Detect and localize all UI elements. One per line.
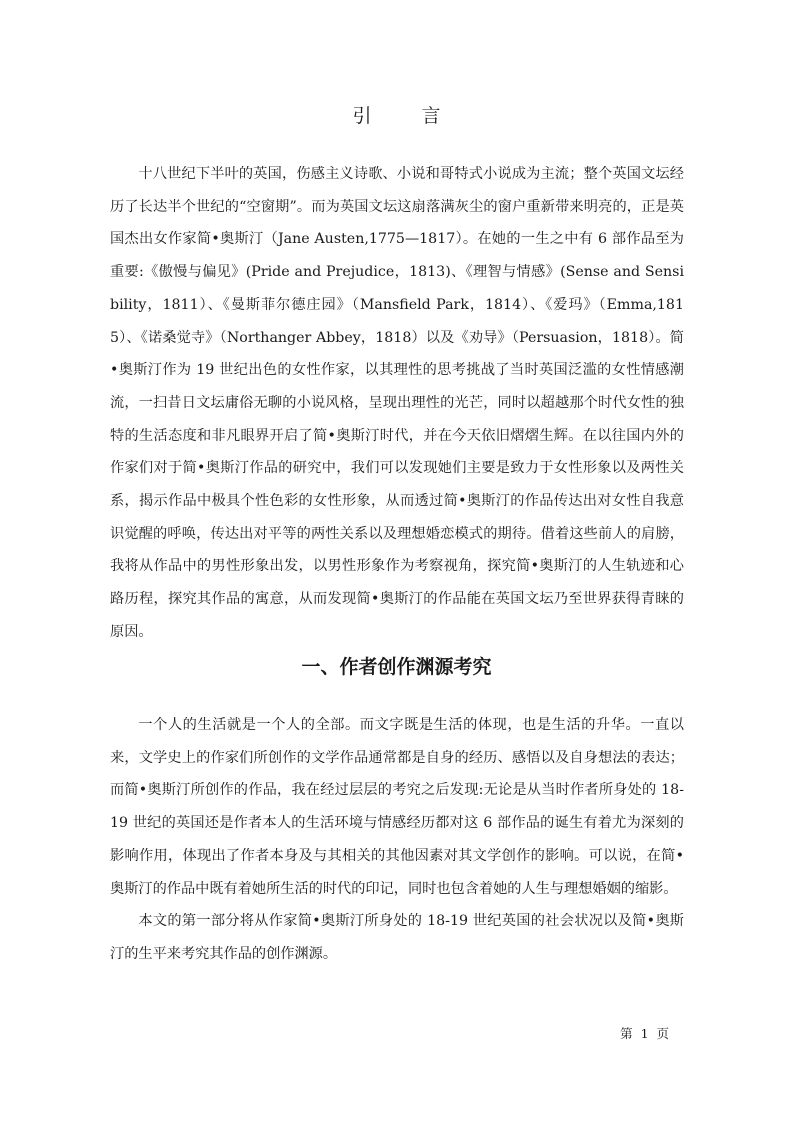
intro-paragraph: 十八世纪下半叶的英国，伤感主义诗歌、小说和哥特式小说成为主流；整个英国文坛经历了长达半个世纪的“空窗期”。而为英国文坛这扇落满灰尘的窗户重新带来明亮的，正是英国杰出女作家简•奥斯汀（Jane Austen,1775—1817）。在她的一生之中有 6 部作品至为重要:《傲慢与偏见》(Pride and Prejudice，1813)、《理智与情感》(Sense and Sensibility，1811）、《曼斯菲尔德庄园》（Mansfield Park，1814）、《爱玛》（Emma,1815）、《诺桑觉寺》（Northanger Abbey，1818）以及《劝导》（Persuasion，1818）。简•奥斯汀作为 19 世纪出色的女性作家，以其理性的思考挑战了当时英国泛滥的女性情感潮流，一扫昔日文坛庸俗无聊的小说风格，呈现出理性的光芒，同时以超越那个时代女性的独特的生活态度和非凡眼界开启了简•奥斯汀时代，并在今天依旧熠熠生辉。在以往国内外的作家们对于简•奥斯汀作品的研究中，我们可以发现她们主要是致力于女性形象以及两性关系，揭示作品中极具个性色彩的女性形象，从而透过简•奥斯汀的作品传达出对女性自我意识觉醒的呼唤，传达出对平等的两性关系以及理想婚恋模式的期待。借着这些前人的肩膀，我将从作品中的男性形象出发，以男性形象作为考察视角，探究简•奥斯汀的人生轨迹和心路历程，探究其作品的寓意，从而发现简•奥斯汀的作品能在英国文坛乃至世界获得青睐的原因。 [110,166,684,640]
section-paragraph-2: 本文的第一部分将从作家简•奥斯汀所身处的 18-19 世纪英国的社会状况以及简•奥斯汀的生平来考究其作品的创作渊源。 [110,913,684,962]
section-title: 一、作者创作渊源考究 [301,656,492,678]
page-number: 第 1 页 [620,1026,671,1041]
intro-title: 引 言 [352,105,463,127]
section-paragraph-1: 一个人的生活就是一个人的全部。而文字既是生活的体现，也是生活的升华。一直以来，文学史上的作家们所创作的文学作品通常都是自身的经历、感悟以及自身想法的表达；而简•奥斯汀所创作的作品，我在经过层层的考究之后发现:无论是从当时作者所身处的 18-19 世纪的英国还是作者本人的生活环境与情感经历都对这 6 部作品的诞生有着尤为深刻的影响作用，体现出了作者本身及与其相关的其他因素对其文学创作的影响。可以说，在简•奥斯汀的作品中既有着她所生活的时代的印记，同时也包含着她的人生与理想婚姻的缩影。 [110,717,684,897]
